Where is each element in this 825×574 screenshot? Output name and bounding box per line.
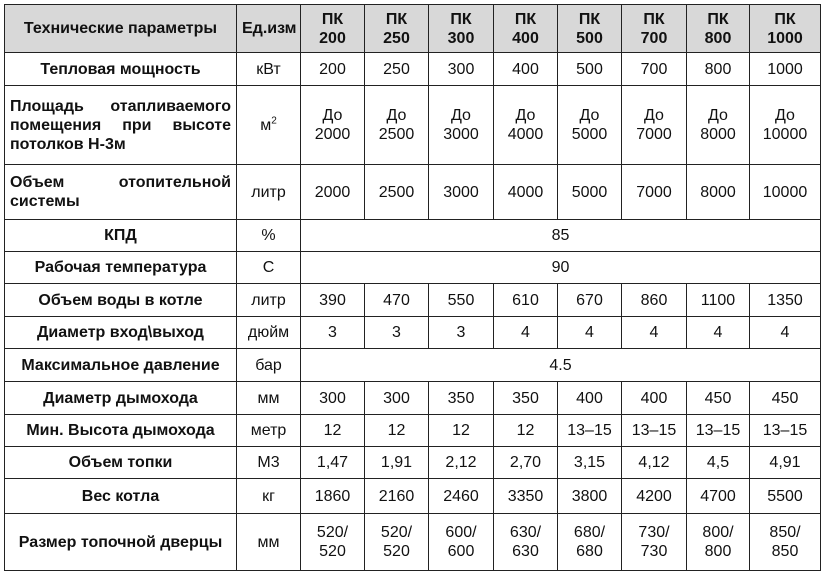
table-cell: 1860 bbox=[301, 479, 365, 514]
row-unit: литр bbox=[237, 284, 301, 317]
door-height: 730 bbox=[640, 543, 668, 560]
row-label: Вес котла bbox=[5, 479, 237, 514]
row-label: Рабочая температура bbox=[5, 252, 237, 284]
row-unit: литр bbox=[237, 165, 301, 220]
table-cell bbox=[365, 514, 429, 571]
row-unit: % bbox=[237, 220, 301, 252]
door-height: 680 bbox=[576, 543, 603, 560]
table-cell: 4 bbox=[687, 317, 750, 349]
area-prefix: До bbox=[451, 107, 471, 124]
model-header bbox=[622, 5, 687, 53]
area-prefix: До bbox=[322, 107, 343, 124]
table-cell: 400 bbox=[558, 382, 622, 415]
table-cell: 350 bbox=[494, 382, 558, 415]
row-unit: кг bbox=[237, 479, 301, 514]
area-value: 2500 bbox=[378, 126, 415, 143]
area-value: 7000 bbox=[636, 126, 672, 143]
table-cell: 4200 bbox=[622, 479, 687, 514]
area-prefix: До bbox=[515, 107, 536, 124]
model-number: 400 bbox=[512, 29, 539, 47]
table-cell: 450 bbox=[687, 382, 750, 415]
model-header bbox=[429, 5, 494, 53]
table-cell: 400 bbox=[494, 53, 558, 86]
table-row-power bbox=[5, 53, 821, 86]
merged-value-cell: 85 bbox=[301, 220, 821, 252]
area-value: 2000 bbox=[314, 126, 351, 143]
table-cell: 300 bbox=[429, 53, 494, 86]
table-cell: 350 bbox=[429, 382, 494, 415]
row-label: Объем топки bbox=[5, 447, 237, 479]
table-cell: 500 bbox=[558, 53, 622, 86]
row-label: Диаметр вход\выход bbox=[5, 317, 237, 349]
table-cell bbox=[494, 514, 558, 571]
table-row-efficiency bbox=[5, 220, 821, 252]
model-prefix: ПК bbox=[774, 10, 796, 28]
table-cell: 550 bbox=[429, 284, 494, 317]
door-height: 800 bbox=[704, 543, 732, 560]
table-row-door-size bbox=[5, 514, 821, 571]
table-cell bbox=[687, 86, 750, 165]
table-cell bbox=[494, 86, 558, 165]
table-cell: 1350 bbox=[750, 284, 821, 317]
row-label: Максимальное давление bbox=[5, 349, 237, 382]
model-prefix: ПК bbox=[321, 10, 344, 28]
table-cell: 4 bbox=[558, 317, 622, 349]
table-cell: 4000 bbox=[494, 165, 558, 220]
area-value: 5000 bbox=[571, 126, 608, 143]
table-cell: 300 bbox=[301, 382, 365, 415]
table-cell bbox=[687, 514, 750, 571]
row-unit: мм bbox=[237, 514, 301, 571]
model-number: 1000 bbox=[767, 29, 803, 47]
table-cell: 12 bbox=[429, 415, 494, 447]
table-cell: 610 bbox=[494, 284, 558, 317]
specifications-table bbox=[4, 4, 821, 571]
area-prefix: До bbox=[708, 107, 728, 124]
table-cell: 200 bbox=[301, 53, 365, 86]
model-prefix: ПК bbox=[707, 10, 729, 28]
model-header bbox=[494, 5, 558, 53]
area-value: 8000 bbox=[700, 126, 736, 143]
table-cell: 3 bbox=[429, 317, 494, 349]
table-cell: 4700 bbox=[687, 479, 750, 514]
table-cell: 1,91 bbox=[365, 447, 429, 479]
model-prefix: ПК bbox=[514, 10, 537, 28]
table-cell: 4 bbox=[622, 317, 687, 349]
door-width: 520/ bbox=[316, 524, 349, 541]
merged-value-cell: 4.5 bbox=[301, 349, 821, 382]
unit-base: м bbox=[260, 116, 272, 134]
table-row-diameter-io bbox=[5, 317, 821, 349]
model-number: 700 bbox=[640, 29, 668, 47]
table-cell: 250 bbox=[365, 53, 429, 86]
unit-column-header: Ед.изм bbox=[237, 5, 301, 53]
row-unit bbox=[237, 86, 301, 165]
door-width: 520/ bbox=[380, 524, 413, 541]
table-cell: 13–15 bbox=[558, 415, 622, 447]
table-row-temperature bbox=[5, 252, 821, 284]
table-cell: 4 bbox=[494, 317, 558, 349]
table-row-volume-system bbox=[5, 165, 821, 220]
model-header bbox=[750, 5, 821, 53]
table-cell: 2000 bbox=[301, 165, 365, 220]
table-cell bbox=[558, 86, 622, 165]
table-row-furnace-volume bbox=[5, 447, 821, 479]
model-prefix: ПК bbox=[578, 10, 601, 28]
door-width: 680/ bbox=[573, 524, 606, 541]
area-prefix: До bbox=[644, 107, 664, 124]
model-prefix: ПК bbox=[450, 10, 472, 28]
row-label: Размер топочной дверцы bbox=[5, 514, 237, 571]
row-unit: мм bbox=[237, 382, 301, 415]
model-prefix: ПК bbox=[385, 10, 408, 28]
table-cell: 13–15 bbox=[750, 415, 821, 447]
merged-value-cell: 90 bbox=[301, 252, 821, 284]
table-cell: 4 bbox=[750, 317, 821, 349]
model-header bbox=[365, 5, 429, 53]
model-number: 500 bbox=[576, 29, 603, 47]
table-cell: 4,5 bbox=[687, 447, 750, 479]
table-cell: 4,91 bbox=[750, 447, 821, 479]
table-cell: 1,47 bbox=[301, 447, 365, 479]
table-cell: 450 bbox=[750, 382, 821, 415]
table-row-chimney-diameter bbox=[5, 382, 821, 415]
table-cell: 5000 bbox=[558, 165, 622, 220]
table-row-area bbox=[5, 86, 821, 165]
table-cell: 300 bbox=[365, 382, 429, 415]
table-cell: 3800 bbox=[558, 479, 622, 514]
table-cell bbox=[750, 514, 821, 571]
door-width: 600/ bbox=[445, 524, 477, 541]
table-cell: 3,15 bbox=[558, 447, 622, 479]
model-header bbox=[558, 5, 622, 53]
door-width: 630/ bbox=[509, 524, 542, 541]
table-cell: 7000 bbox=[622, 165, 687, 220]
table-cell bbox=[750, 86, 821, 165]
model-number: 200 bbox=[319, 29, 346, 47]
table-cell bbox=[622, 514, 687, 571]
table-cell: 2160 bbox=[365, 479, 429, 514]
area-value: 3000 bbox=[443, 126, 479, 143]
door-width: 850/ bbox=[769, 524, 801, 541]
model-number: 250 bbox=[383, 29, 410, 47]
row-label: Диаметр дымохода bbox=[5, 382, 237, 415]
row-unit: С bbox=[237, 252, 301, 284]
row-label: Объем воды в котле bbox=[5, 284, 237, 317]
table-cell: 13–15 bbox=[622, 415, 687, 447]
table-cell: 4,12 bbox=[622, 447, 687, 479]
table-cell: 3 bbox=[365, 317, 429, 349]
row-unit: дюйм bbox=[237, 317, 301, 349]
row-unit: М3 bbox=[237, 447, 301, 479]
table-cell bbox=[301, 86, 365, 165]
table-cell: 12 bbox=[301, 415, 365, 447]
param-column-header: Технические параметры bbox=[5, 5, 237, 53]
row-label: Тепловая мощность bbox=[5, 53, 237, 86]
door-width: 800/ bbox=[702, 524, 734, 541]
door-height: 520 bbox=[383, 543, 410, 560]
row-unit: бар bbox=[237, 349, 301, 382]
table-cell bbox=[622, 86, 687, 165]
row-unit: кВт bbox=[237, 53, 301, 86]
table-row-chimney-height bbox=[5, 415, 821, 447]
table-cell: 860 bbox=[622, 284, 687, 317]
table-cell: 700 bbox=[622, 53, 687, 86]
table-cell: 2500 bbox=[365, 165, 429, 220]
row-label: Объем отопительной системы bbox=[5, 165, 237, 220]
table-cell: 12 bbox=[494, 415, 558, 447]
unit-superscript: 2 bbox=[271, 115, 277, 127]
table-cell: 10000 bbox=[750, 165, 821, 220]
table-cell: 5500 bbox=[750, 479, 821, 514]
door-height: 630 bbox=[512, 543, 539, 560]
area-prefix: До bbox=[579, 107, 600, 124]
table-cell: 8000 bbox=[687, 165, 750, 220]
door-height: 850 bbox=[771, 543, 799, 560]
table-cell: 1100 bbox=[687, 284, 750, 317]
table-cell: 2460 bbox=[429, 479, 494, 514]
model-prefix: ПК bbox=[643, 10, 665, 28]
table-cell: 800 bbox=[687, 53, 750, 86]
table-cell bbox=[558, 514, 622, 571]
table-cell bbox=[365, 86, 429, 165]
table-cell bbox=[301, 514, 365, 571]
row-unit: метр bbox=[237, 415, 301, 447]
table-cell: 2,12 bbox=[429, 447, 494, 479]
table-cell: 12 bbox=[365, 415, 429, 447]
table-cell: 2,70 bbox=[494, 447, 558, 479]
model-number: 300 bbox=[447, 29, 475, 47]
model-header bbox=[687, 5, 750, 53]
table-cell: 3000 bbox=[429, 165, 494, 220]
table-cell: 3 bbox=[301, 317, 365, 349]
table-cell: 13–15 bbox=[687, 415, 750, 447]
table-cell: 670 bbox=[558, 284, 622, 317]
table-cell bbox=[429, 86, 494, 165]
door-width: 730/ bbox=[638, 524, 670, 541]
table-row-weight bbox=[5, 479, 821, 514]
door-height: 520 bbox=[319, 543, 346, 560]
table-cell: 390 bbox=[301, 284, 365, 317]
table-cell: 470 bbox=[365, 284, 429, 317]
area-prefix: До bbox=[386, 107, 407, 124]
row-label: КПД bbox=[5, 220, 237, 252]
row-label: Мин. Высота дымохода bbox=[5, 415, 237, 447]
table-row-water-volume bbox=[5, 284, 821, 317]
header-row bbox=[5, 5, 821, 53]
table-cell bbox=[429, 514, 494, 571]
table-row-max-pressure bbox=[5, 349, 821, 382]
table-cell: 400 bbox=[622, 382, 687, 415]
area-value: 4000 bbox=[507, 126, 544, 143]
door-height: 600 bbox=[447, 543, 475, 560]
table-cell: 1000 bbox=[750, 53, 821, 86]
model-number: 800 bbox=[704, 29, 732, 47]
model-header bbox=[301, 5, 365, 53]
area-value: 10000 bbox=[762, 126, 808, 143]
table-cell: 3350 bbox=[494, 479, 558, 514]
area-prefix: До bbox=[775, 107, 795, 124]
row-label: Площадь отапливаемого помещения при высоте потолков Н-3м bbox=[5, 86, 237, 165]
